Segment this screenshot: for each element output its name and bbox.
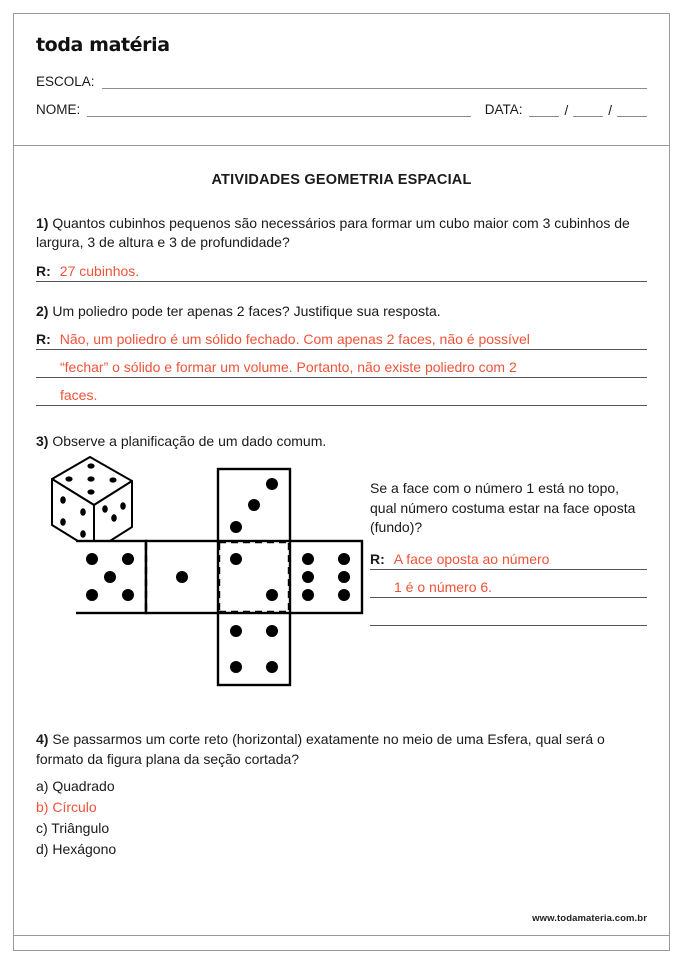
question-3-answer-line-1[interactable] [370, 548, 647, 570]
question-4-number: 4) [36, 731, 49, 748]
option-c[interactable]: c) Triângulo [36, 819, 110, 836]
question-3-sub-block [366, 465, 647, 632]
data-year-line[interactable] [617, 105, 647, 117]
question-2-answer-text-1: Não, um poliedro é um sólido fechado. Com apenas 2 faces, não é possível [59, 330, 530, 347]
dice-figure [36, 465, 366, 700]
data-label: DATA: [484, 102, 523, 117]
worksheet-page [13, 13, 670, 951]
answer-prefix: R: [370, 551, 385, 568]
footer-divider [14, 935, 669, 936]
nome-field-row [36, 102, 647, 117]
cube-net-diagram [76, 465, 366, 691]
question-3-sub-text: Se a face com o número 1 está no topo, qual número costuma estar na face oposta (fundo)? [370, 480, 636, 536]
answer-prefix: R: [36, 330, 51, 347]
answer-prefix: R: [36, 262, 51, 279]
question-1-number: 1) [36, 215, 49, 231]
nome-input-line[interactable] [87, 105, 470, 117]
question-1-answer-text: 27 cubinhos. [59, 262, 140, 279]
question-4-body: Se passarmos um corte reto (horizontal) exatamente no meio de uma Esfera, qual será o formato da figura plana da seção cortada? [36, 731, 605, 767]
question-3-answer-line-3[interactable] [370, 604, 647, 626]
net-face-row-right [290, 541, 362, 613]
footer-site-url: www.todamateria.com.br [532, 913, 647, 924]
question-2-answer-line-1[interactable] [36, 328, 647, 350]
option-a[interactable]: a) Quadrado [36, 777, 115, 794]
question-2 [36, 302, 647, 406]
nome-label: NOME: [36, 102, 81, 117]
escola-input-line[interactable] [102, 77, 647, 89]
question-3-number: 3) [36, 432, 49, 449]
question-2-answer-text-3: faces. [60, 386, 98, 403]
option-d[interactable]: d) Hexágono [36, 840, 117, 857]
question-2-answer-text-2: “fechar” o sólido e formar um volume. Portanto, não existe poliedro com 2 [60, 358, 517, 375]
worksheet-header [14, 14, 669, 146]
question-4-text [36, 730, 647, 769]
question-3-body: Observe a planificação de um dado comum. [52, 432, 327, 449]
brand-logo: toda matéria [36, 34, 170, 56]
data-month-line[interactable] [573, 105, 603, 117]
question-3-answer-text-2: 1 é o número 6. [394, 579, 493, 596]
question-2-number: 2) [36, 302, 49, 319]
question-3-answer-text-1: A face oposta ao número [393, 551, 550, 568]
date-separator-1: / [564, 102, 569, 118]
question-4-options [36, 776, 647, 860]
escola-field-row [36, 74, 647, 89]
question-2-body: Um poliedro pode ter apenas 2 faces? Justifique sua resposta. [52, 302, 441, 319]
question-2-answer-line-3[interactable] [36, 384, 647, 406]
data-day-line[interactable] [529, 105, 559, 117]
question-1-body: Quantos cubinhos pequenos são necessários para formar um cubo maior com 3 cubinhos de largura, 3 de altura e 3 de profundidade? [36, 215, 630, 251]
question-2-text [36, 302, 647, 321]
question-3-figure-row [36, 465, 647, 700]
question-2-answer-line-2[interactable] [36, 356, 647, 378]
question-3-answer-line-2[interactable] [370, 576, 647, 598]
page-title: ATIVIDADES GEOMETRIA ESPACIAL [211, 172, 472, 188]
option-b[interactable]: b) Círculo [36, 798, 97, 815]
escola-label: ESCOLA: [36, 74, 95, 89]
data-field-group [485, 102, 647, 117]
question-1-text [36, 214, 647, 253]
question-4 [36, 730, 647, 860]
net-face-bottom [218, 613, 290, 685]
date-separator-2: / [608, 102, 612, 118]
question-3 [36, 432, 647, 700]
worksheet-content [14, 146, 669, 860]
question-1-answer-line[interactable] [36, 260, 647, 282]
question-1 [36, 214, 647, 282]
